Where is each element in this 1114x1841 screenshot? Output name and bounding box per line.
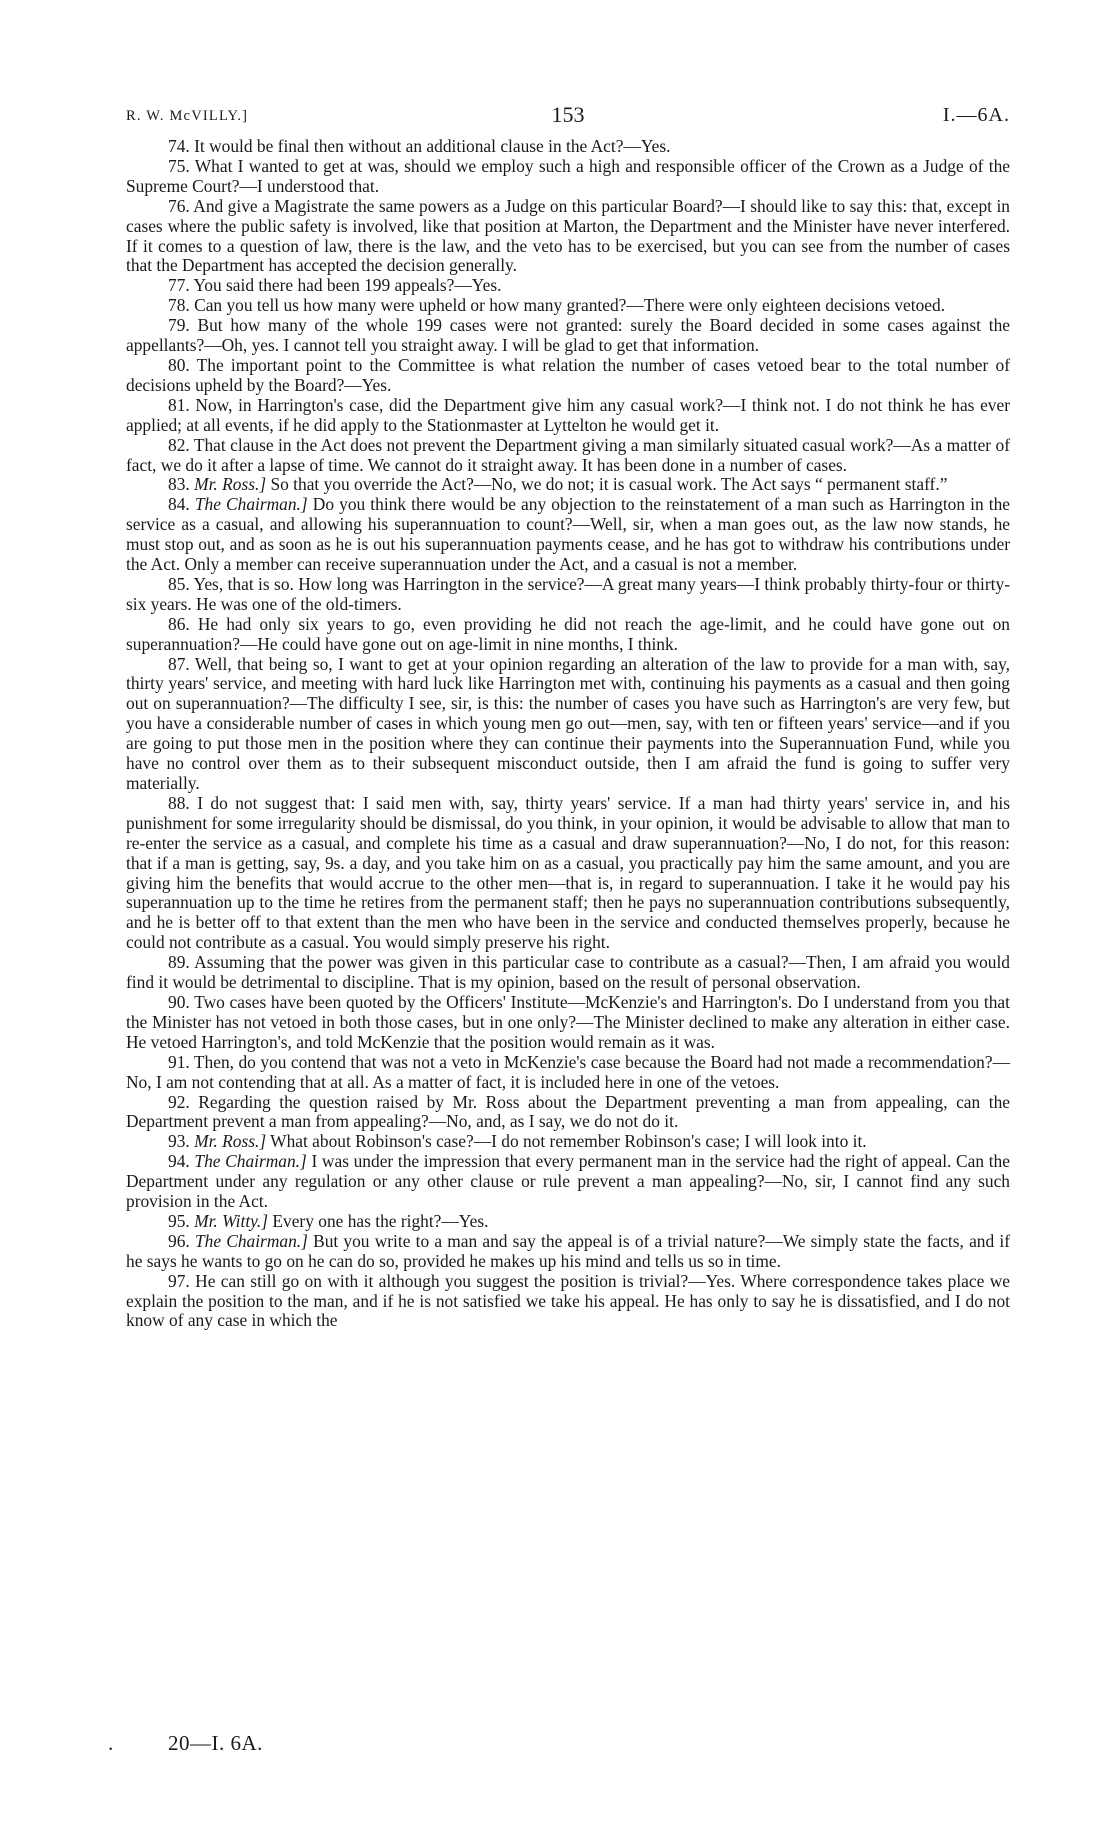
- question-text: Do you think there would be any objection to the reinstatement of a man such as Harrington in the service as a casual, and allowing his superannuation to count?—Well, sir, when a man goes out, as the law now stands, he must stop out, and as soon as he is out his superannuation payments cease, and he has got to withdraw his contributions under the Act. Only a member can receive superannuation under the Act, and a casual is not a member.: [126, 494, 1010, 575]
- speaker: The Chairman.]: [194, 1230, 308, 1251]
- evidence-paragraph: [126, 137, 1010, 157]
- evidence-paragraph: [126, 316, 1010, 356]
- question-text: But you write to a man and say the appeal is of a trivial nature?—We simply state the facts, and if he says he wants to go on he can do so, provided he makes up his mind and tells us so in time.: [126, 1230, 1010, 1271]
- question-text: Can you tell us how many were upheld or how many granted?—There were only eighteen decisions vetoed.: [194, 295, 946, 316]
- question-text: I do not suggest that: I said men with, say, thirty years' service. If a man had thirty years' service in, and his punishment for some irregularity should be dismissal, do you think, in your opinion, it would be advisable to allow that man to re-enter the service as a casual, and complete his time as a casual and draw superannuation?—No, I do not, for this reason: that if a man is getting, say, 9s. a day, and you take him on as a casual, you practically pay him the same amount, and you are giving him the benefits that would accrue to the other men—that is, in regard to superannuation. I take it he would pay his superannuation up to the time he retires from the permanent staff; then he pays no superannuation contributions subsequently, and he is better off to that extent than the men who have been in the service and conducted themselves properly, because he could not contribute as a casual. You would simply preserve his right.: [126, 792, 1010, 953]
- page-header: [126, 96, 1010, 132]
- question-text: Well, that being so, I want to get at your opinion regarding an alteration of the law to provide for a man with, say, thirty years' service, and meeting with hard luck like Harrington met with, continuing his payments as a casual and then going out on superannuation?—The difficulty I see, sir, is this: the number of cases you have such as Harrington's are very few, but you have a considerable number of cases in which young men go out—men, say, with ten or fifteen years' service—and if you are going to put those men in the position where they can continue their payments into the Superannuation Fund, while you have no control over them as to their subsequent misconduct outside, then I am afraid the fund is going to suffer very materially.: [126, 653, 1010, 793]
- document-page: [126, 96, 1010, 1331]
- question-text: What about Robinson's case?—I do not remember Robinson's case; I will look into it.: [270, 1131, 867, 1152]
- evidence-paragraph: [126, 1272, 1010, 1332]
- footer-bullet: .: [108, 1731, 114, 1755]
- question-text: The important point to the Committee is what relation the number of cases vetoed bear to the total number of decisions upheld by the Board?—Yes.: [126, 354, 1010, 395]
- evidence-paragraph: [126, 655, 1010, 794]
- evidence-paragraph: [126, 495, 1010, 575]
- page-footer: [108, 1731, 263, 1756]
- question-number: 93.: [168, 1131, 190, 1152]
- question-text: It would be final then without an additional clause in the Act?—Yes.: [194, 136, 671, 156]
- evidence-paragraph: [126, 993, 1010, 1053]
- page-number: 153: [551, 102, 585, 127]
- evidence-paragraph: [126, 356, 1010, 396]
- witness-name: R. W. McVILLY.]: [126, 108, 249, 124]
- evidence-paragraph: [126, 475, 1010, 495]
- question-number: 94.: [168, 1151, 190, 1172]
- question-number: 80.: [168, 354, 190, 375]
- question-number: 78.: [168, 295, 190, 316]
- question-number: 77.: [168, 275, 190, 296]
- question-number: 75.: [168, 155, 190, 176]
- question-number: 76.: [168, 195, 190, 216]
- speaker: Mr. Witty.]: [194, 1210, 269, 1231]
- question-number: 95.: [168, 1210, 190, 1231]
- evidence-paragraph: [126, 296, 1010, 316]
- question-text: Regarding the question raised by Mr. Ross about the Department preventing a man from appealing, can the Department prevent a man from appealing?—No, and, as I say, we do not do it.: [126, 1091, 1010, 1132]
- evidence-paragraph: [126, 1212, 1010, 1232]
- question-number: 87.: [168, 653, 190, 674]
- paper-reference: I.—6A.: [942, 104, 1010, 126]
- question-number: 89.: [168, 952, 190, 973]
- question-number: 79.: [168, 315, 190, 336]
- question-text: He can still go on with it although you suggest the position is trivial?—Yes. Where correspondence takes place we explain the position to the man, and if he is not satisfied we take his appeal. He has only to say he is dissatisfied, and I do not know of any case in which the: [126, 1270, 1010, 1331]
- evidence-paragraph: [126, 157, 1010, 197]
- evidence-paragraph: [126, 1093, 1010, 1133]
- question-number: 92.: [168, 1091, 190, 1112]
- evidence-paragraph: [126, 197, 1010, 277]
- question-number: 82.: [168, 434, 190, 455]
- question-number: 84.: [168, 494, 190, 515]
- question-number: 81.: [168, 394, 190, 415]
- question-number: 97.: [168, 1270, 190, 1291]
- speaker: Mr. Ross.]: [194, 1131, 267, 1152]
- question-number: 85.: [168, 573, 190, 594]
- question-text: What I wanted to get at was, should we employ such a high and responsible officer of the Crown as a Judge of the Supreme Court?—I understood that.: [126, 155, 1010, 196]
- question-number: 90.: [168, 991, 190, 1012]
- evidence-paragraph: [126, 1053, 1010, 1093]
- evidence-paragraph: [126, 1232, 1010, 1272]
- minutes-of-evidence: [126, 137, 1010, 1331]
- question-number: 91.: [168, 1051, 190, 1072]
- question-text: And give a Magistrate the same powers as a Judge on this particular Board?—I should like to say this: that, except in cases where the public safety is involved, like that position at Marton, the Department and the Minister have never interfered. If it comes to a question of law, there is the law, and the veto has to be exercised, but you can see from the number of cases that the Department has accepted the decision generally.: [126, 195, 1011, 276]
- question-text: You said there had been 199 appeals?—Yes.: [193, 275, 502, 296]
- evidence-paragraph: [126, 436, 1010, 476]
- question-text: Yes, that is so. How long was Harrington in the service?—A great many years—I think probably thirty-four or thirty-six years. He was one of the old-timers.: [126, 573, 1010, 614]
- question-text: He had only six years to go, even providing he did not reach the age-limit, and he could have gone out on superannuation?—He could have gone out on age-limit in nine months, I think.: [126, 613, 1010, 654]
- speaker: Mr. Ross.]: [194, 474, 267, 495]
- question-number: 86.: [168, 613, 190, 634]
- question-text: Then, do you contend that was not a veto in McKenzie's case because the Board had not made a recommendation?—No, I am not contending that at all. As a matter of fact, it is included here in one of the vetoes.: [126, 1051, 1010, 1092]
- evidence-paragraph: [126, 1152, 1010, 1212]
- question-text: But how many of the whole 199 cases were not granted: surely the Board decided in some cases against the appellants?—Oh, yes. I cannot tell you straight away. I will be glad to get that information.: [126, 315, 1010, 356]
- question-text: Assuming that the power was given in this particular case to contribute as a casual?—Then, I am afraid you would find it would be detrimental to discipline. That is my opinion, based on the result of personal observation.: [126, 952, 1010, 993]
- question-number: 74.: [168, 136, 190, 156]
- speaker: The Chairman.]: [194, 1151, 307, 1172]
- evidence-paragraph: [126, 575, 1010, 615]
- question-text: Now, in Harrington's case, did the Department give him any casual work?—I think not. I do not think he has ever applied; at all events, if he did apply to the Stationmaster at Lyttelton he would get it.: [126, 394, 1011, 435]
- question-text: I was under the impression that every permanent man in the service had the right of appeal. Can the Department under any regulation or any other clause or rule prevent a man appealing?—No, sir, I cannot find any such provision in the Act.: [126, 1151, 1010, 1212]
- evidence-paragraph: [126, 615, 1010, 655]
- evidence-paragraph: [126, 276, 1010, 296]
- question-text: That clause in the Act does not prevent the Department giving a man similarly situated casual work?—As a matter of fact, we do it after a lapse of time. We cannot do it straight away. It has been done in a number of cases.: [126, 434, 1010, 475]
- question-number: 96.: [168, 1230, 190, 1251]
- question-text: Two cases have been quoted by the Officers' Institute—McKenzie's and Harrington's. Do I understand from you that the Minister has not vetoed in both those cases, but in one only?—The Minister declined to make any alteration in either case. He vetoed Harrington's, and told McKenzie that the position would remain as it was.: [126, 991, 1010, 1052]
- question-number: 83.: [168, 474, 190, 495]
- evidence-paragraph: [126, 1132, 1010, 1152]
- printer-signature: 20—I. 6A.: [168, 1731, 263, 1755]
- evidence-paragraph: [126, 396, 1010, 436]
- evidence-paragraph: [126, 953, 1010, 993]
- speaker: The Chairman.]: [194, 494, 308, 515]
- question-text: So that you override the Act?—No, we do not; it is casual work. The Act says “ permanent staff.”: [270, 474, 948, 495]
- question-number: 88.: [168, 792, 190, 813]
- question-text: Every one has the right?—Yes.: [272, 1210, 489, 1231]
- evidence-paragraph: [126, 794, 1010, 953]
